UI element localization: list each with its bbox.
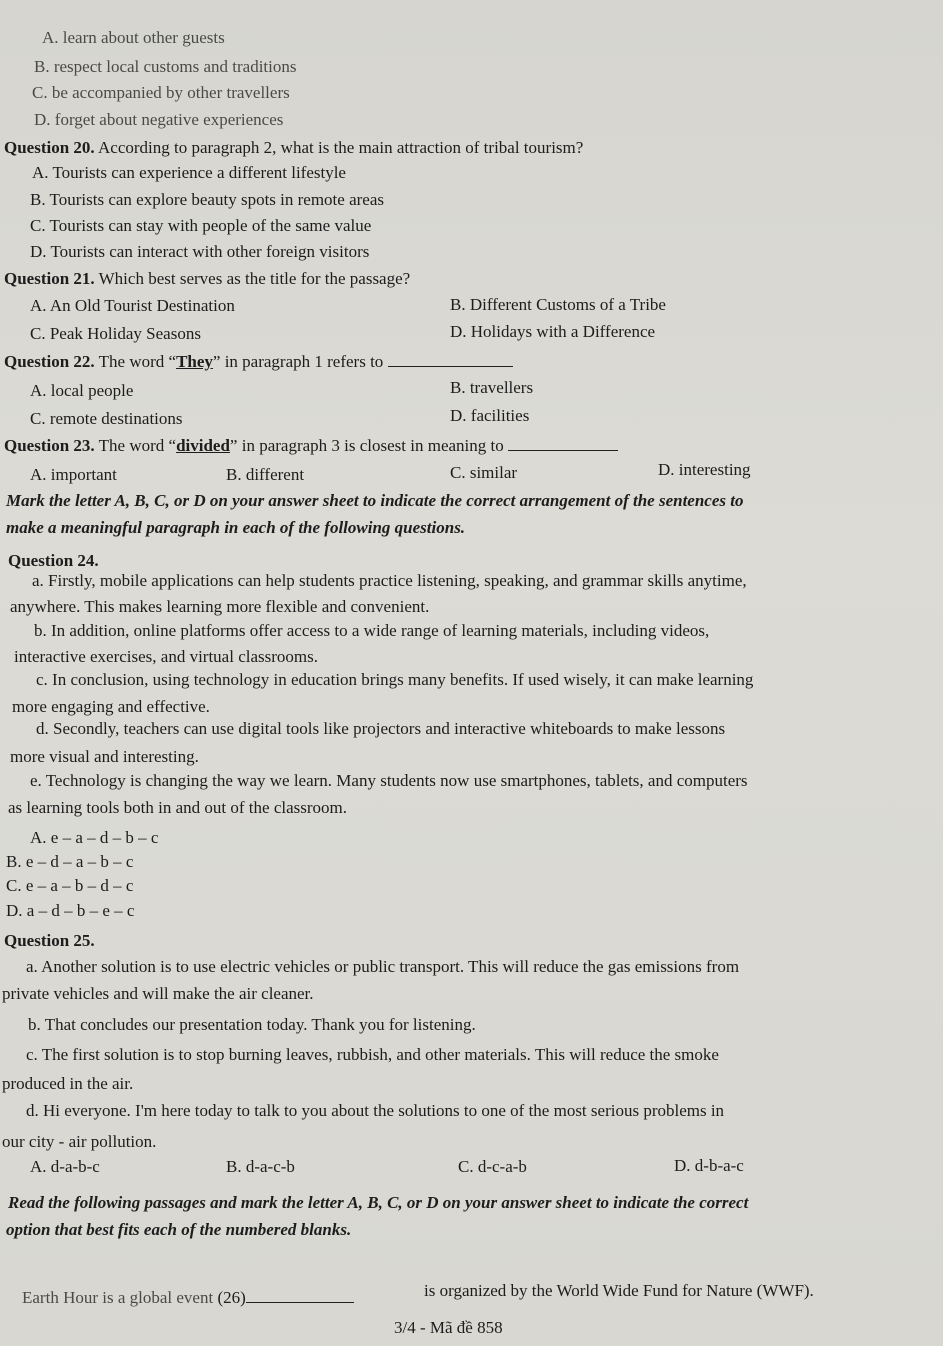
q21-option-d: D. Holidays with a Difference [450,322,656,341]
q25-sentence-a-line2: private vehicles and will make the air cleaner. [2,984,314,1003]
q24-sentence-b-line1: b. In addition, online platforms offer access to a wide range of learning materials, including videos, [34,621,710,640]
q20-option-d: D. Tourists can interact with other foreign visitors [30,242,370,261]
q25-sentence-d-line1: d. Hi everyone. I'm here today to talk to you about the solutions to one of the most serious problems in [26,1101,725,1120]
q20-option-b: B. Tourists can explore beauty spots in remote areas [30,190,384,209]
q25-option-a: A. d-a-b-c [30,1157,100,1176]
page-footer: 3/4 - Mã đề 858 [394,1318,503,1337]
q20-stem [4,138,583,158]
q25-option-d: D. d-b-a-c [674,1156,744,1175]
q23-word: divided [176,436,230,455]
passage-text-post: is organized by the World Wide Fund for Nature (WWF). [424,1281,814,1300]
passage-instruction-line1: Read the following passages and mark the letter A, B, C, or D on your answer sheet to indicate the correct [8,1193,749,1212]
q20-text: According to paragraph 2, what is the main attraction of tribal tourism? [98,138,584,157]
blank-26-number: (26) [217,1288,246,1307]
q21-stem [4,269,410,289]
q21-text: Which best serves as the title for the passage? [98,269,411,288]
q25-option-b: B. d-a-c-b [226,1157,295,1176]
arrangement-instruction-line1: Mark the letter A, B, C, or D on your answer sheet to indicate the correct arrangement of the sentences to [6,491,744,510]
q22-word: They [176,352,213,371]
q22-option-b: B. travellers [450,378,534,397]
q19-option-c: C. be accompanied by other travellers [32,83,290,102]
q24-sentence-e-line2: as learning tools both in and out of the classroom. [8,798,347,817]
q22-label: Question 22. [4,352,95,371]
q22-stem [4,352,513,372]
q25-sentence-a-line1: a. Another solution is to use electric vehicles or public transport. This will reduce the gas emissions from [26,957,740,976]
q24-sentence-a-line1: a. Firstly, mobile applications can help students practice listening, speaking, and grammar skills anytime, [32,571,747,590]
passage-text-pre: Earth Hour is a global event [22,1288,214,1307]
q24-sentence-c-line2: more engaging and effective. [12,697,210,716]
q19-option-b: B. respect local customs and traditions [34,57,297,76]
q22-option-c: C. remote destinations [30,409,183,428]
q24-sentence-a-line2: anywhere. This makes learning more flexible and convenient. [10,597,430,616]
blank-26 [246,1288,354,1303]
q24-sentence-c-line1: c. In conclusion, using technology in education brings many benefits. If used wisely, it can make learning [36,670,754,689]
q19-option-d: D. forget about negative experiences [34,110,284,129]
q24-sentence-e-line1: e. Technology is changing the way we learn. Many students now use smartphones, tablets, and computers [30,771,748,790]
q19-option-a: A. learn about other guests [42,28,225,47]
q20-option-c: C. Tourists can stay with people of the same value [30,216,372,235]
q23-answer-blank [508,436,618,451]
q21-option-c: C. Peak Holiday Seasons [30,324,201,343]
q24-option-a: A. e – a – d – b – c [30,828,159,847]
q24-sentence-d-line1: d. Secondly, teachers can use digital tools like projectors and interactive whiteboards to make lessons [36,719,726,738]
q23-post: ” in paragraph 3 is closest in meaning to [229,436,504,455]
q24-sentence-b-line2: interactive exercises, and virtual classrooms. [14,647,318,666]
q21-option-a: A. An Old Tourist Destination [30,296,235,315]
q22-option-d: D. facilities [450,406,530,425]
q21-option-b: B. Different Customs of a Tribe [450,295,666,314]
q23-option-a: A. important [30,465,117,484]
q23-option-c: C. similar [450,463,518,482]
passage-line1 [22,1288,354,1308]
q22-pre: The word “ [98,352,177,371]
q23-option-b: B. different [226,465,305,484]
q24-sentence-d-line2: more visual and interesting. [10,747,199,766]
q25-sentence-b-line1: b. That concludes our presentation today. Thank you for listening. [28,1015,476,1034]
q22-option-a: A. local people [30,381,134,400]
q23-pre: The word “ [98,436,177,455]
q24-label: Question 24. [8,551,99,570]
q21-label: Question 21. [4,269,95,288]
q23-label: Question 23. [4,436,95,455]
q24-option-d: D. a – d – b – e – c [6,901,135,920]
q20-option-a: A. Tourists can experience a different lifestyle [32,163,346,182]
q25-label: Question 25. [4,931,95,950]
q25-sentence-c-line2: produced in the air. [2,1074,134,1093]
q24-option-c: C. e – a – b – d – c [6,876,134,895]
q23-stem [4,436,618,456]
q25-sentence-d-line2: our city - air pollution. [2,1132,157,1151]
q25-option-c: C. d-c-a-b [458,1157,527,1176]
q25-sentence-c-line1: c. The first solution is to stop burning leaves, rubbish, and other materials. This will reduce the smoke [26,1045,719,1064]
q23-option-d: D. interesting [658,460,751,479]
q20-label: Question 20. [4,138,95,157]
q22-answer-blank [388,352,513,367]
passage-instruction-line2: option that best fits each of the numbered blanks. [6,1220,352,1239]
q22-post: ” in paragraph 1 refers to [212,352,384,371]
arrangement-instruction-line2: make a meaningful paragraph in each of the following questions. [6,518,466,537]
q24-option-b: B. e – d – a – b – c [6,852,134,871]
